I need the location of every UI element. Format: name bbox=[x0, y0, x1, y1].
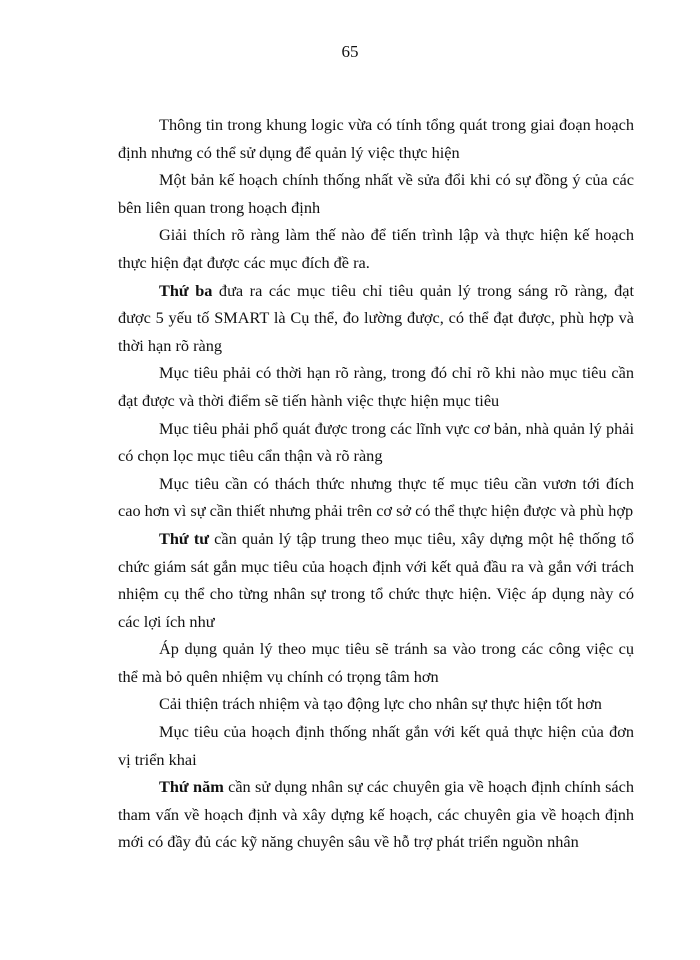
paragraph bbox=[118, 718, 634, 773]
paragraph bbox=[118, 525, 634, 635]
paragraph-text: Thông tin trong khung logic vừa có tính tổng quát trong giai đoạn hoạch định nhưng có thể sử dụng để quản lý việc thực hiện bbox=[118, 115, 634, 162]
paragraph-text: Áp dụng quản lý theo mục tiêu sẽ tránh sa vào trong các công việc cụ thể mà bỏ quên nhiệm vụ chính có trọng tâm hơn bbox=[118, 639, 634, 686]
paragraph bbox=[118, 359, 634, 414]
paragraph bbox=[118, 470, 634, 525]
paragraph bbox=[118, 415, 634, 470]
paragraph-text: Mục tiêu cần có thách thức nhưng thực tế mục tiêu cần vươn tới đích cao hơn vì sự cần thiết nhưng phải trên cơ sở có thể thực hiện được và phù hợp bbox=[118, 473, 634, 521]
page-number: 65 bbox=[341, 42, 359, 61]
paragraph bbox=[118, 690, 634, 718]
paragraph bbox=[118, 277, 634, 360]
paragraph-lead: Thứ năm bbox=[159, 777, 224, 797]
paragraph-text: Mục tiêu của hoạch định thống nhất gắn với kết quả thực hiện của đơn vị triển khai bbox=[118, 722, 634, 769]
paragraph bbox=[118, 221, 634, 276]
paragraph-text: Mục tiêu phải có thời hạn rõ ràng, trong đó chỉ rõ khi nào mục tiêu cần đạt được và thời điểm sẽ tiến hành việc thực hiện mục tiêu bbox=[118, 363, 634, 410]
paragraph-text: cần sử dụng nhân sự các chuyên gia về hoạch định chính sách tham vấn về hoạch định và xây dựng kế hoạch, các chuyên gia về hoạch định mới có đầy đủ các kỹ năng chuyên sâu về hỗ trợ phát triển nguồn nhân bbox=[118, 777, 635, 852]
body-text bbox=[118, 111, 634, 856]
paragraph-text: Giải thích rõ ràng làm thế nào để tiến trình lập và thực hiện kế hoạch thực hiện đạt được các mục đích đề ra. bbox=[118, 225, 634, 272]
paragraph-lead: Thứ ba bbox=[159, 280, 213, 300]
paragraph-lead: Thứ tư bbox=[159, 528, 210, 548]
paragraph bbox=[118, 773, 634, 856]
paragraph-text: Cải thiện trách nhiệm và tạo động lực cho nhân sự thực hiện tốt hơn bbox=[159, 694, 602, 714]
paragraph bbox=[118, 635, 634, 690]
paragraph-text: Mục tiêu phải phổ quát được trong các lĩnh vực cơ bản, nhà quản lý phải có chọn lọc mục tiêu cẩn thận và rõ ràng bbox=[118, 418, 634, 466]
paragraph bbox=[118, 111, 634, 166]
paragraph-text: Một bản kế hoạch chính thống nhất về sửa đổi khi có sự đồng ý của các bên liên quan trong hoạch định bbox=[118, 170, 634, 217]
paragraph bbox=[118, 166, 634, 221]
paragraph-text: cần quản lý tập trung theo mục tiêu, xây dựng một hệ thống tổ chức giám sát gắn mục tiêu của hoạch định với kết quả đầu ra và gắn với trách nhiệm cụ thể cho từng nhân sự trong tổ chức thực hiện. Việc áp dụng này có các lợi ích như bbox=[118, 528, 634, 631]
paragraph-text: đưa ra các mục tiêu chỉ tiêu quản lý trong sáng rõ ràng, đạt được 5 yếu tố SMART là Cụ thể, đo lường được, có thể đạt được, phù hợp và thời hạn rõ ràng bbox=[118, 280, 634, 355]
